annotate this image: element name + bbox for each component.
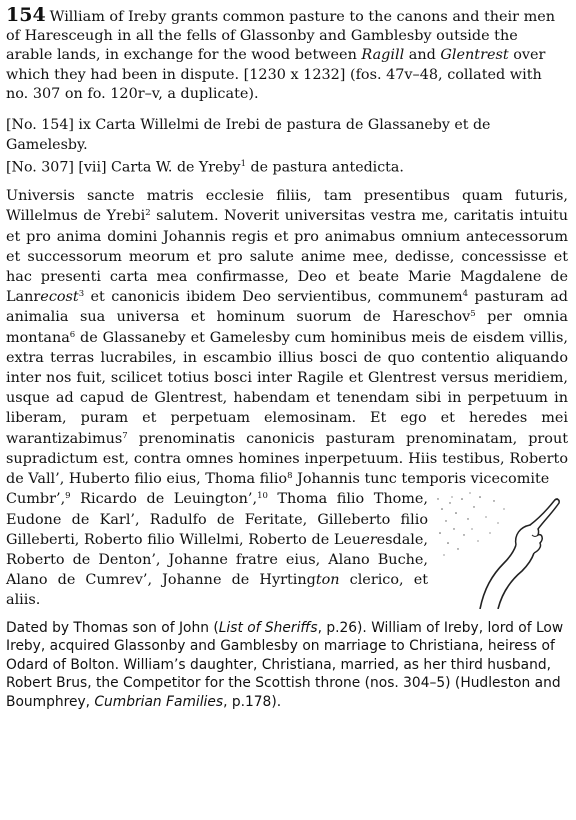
note-reference-title: List of Sheriffs	[218, 619, 318, 636]
charter-segment: Universis sancte matris ecclesie filiis, tam presentibus quam futuris, Willelmus de Yrebi	[6, 188, 568, 225]
note-segment: , p.178).	[223, 693, 282, 710]
charter-segment: salutem. Noverit universitas vestra me, caritatis intuitu et pro anima domini Johannis regis et pro animabus omnium antecessorum et successorum meorum et pro salute anime mee, dedisse, concessisse et hac presenti carta mea confirmasse, Deo et beate Marie Magdalene de Lanr	[6, 208, 568, 306]
charter-heading	[6, 6, 568, 104]
witness-block	[6, 489, 568, 610]
witness-list	[6, 489, 428, 610]
pointing-hand-icon	[434, 489, 564, 609]
charter-segment: Johannis tunc temporis vicecomite	[292, 471, 550, 488]
footnote-ref: 4	[462, 289, 469, 300]
footnote-ref: 6	[69, 329, 76, 340]
footnote-ref: 5	[470, 309, 476, 320]
witness-segment: Thoma filio Thome, Eudone de Karl’, Radulfo de Feritate, Gilleberto filio Gilleberti, Roberto filio Willelmi, Roberto de Leu	[6, 491, 428, 548]
charter-segment: per omnia montana	[6, 309, 568, 346]
note-segment: Dated by Thomas son of John (	[6, 619, 219, 636]
charter-text	[6, 186, 568, 610]
note-segment: , p.26). William of Ireby, lord of Low Ireby, acquired Glassonby and Gamblesby on marriage to Christiana, heiress of Odard of Bolton. William’s daughter, Christiana, married, as her third husband, Robert Brus, the Competitor for the Scottish throne (nos. 304–5) (Hudleston and Boumphrey,	[6, 619, 564, 710]
footnote-ref: 3	[78, 289, 85, 300]
witness-segment: Cumbr’,	[6, 491, 66, 508]
manicule-illustration	[428, 489, 568, 609]
footnote-ref: 1	[240, 159, 246, 170]
heading-and: and	[404, 47, 441, 64]
footnote-ref: 9	[65, 491, 71, 502]
charter-segment: et canonicis ibidem Deo servientibus, communem	[84, 289, 463, 306]
charter-number: 154	[6, 4, 46, 26]
heading-text-b: over which they had been in dispute. [1230 x 1232] (fos. 47v–48, collated with no. 307 on fo. 120r–v, a duplicate).	[6, 47, 546, 102]
rubric-307-text: [No. 307] [vii] Carta W. de Yreby	[6, 159, 241, 176]
witness-italic: ton	[315, 572, 340, 589]
rubric-154: [No. 154] ix Carta Willelmi de Irebi de pastura de Glassaneby et de Gamelesby.	[6, 117, 491, 153]
note-text	[6, 619, 568, 712]
footnote-ref: 10	[257, 491, 268, 502]
charter-body	[6, 186, 568, 489]
rubric-307-text-b: de pastura antedicta.	[246, 159, 404, 176]
witness-segment: esdale, Roberto de Denton’, Johanne fratre eius, Alano Buche, Alano de Cumrev’, Johanne de Hyrting	[6, 531, 428, 589]
place-ragill: Ragill	[361, 47, 405, 64]
document-page	[6, 6, 568, 711]
rubric-307	[6, 155, 568, 178]
charter-italic: ecost	[40, 289, 79, 306]
charter-segment: prenominatis canonicis pasturam prenominatam, prout supradictum est, contra omnes homines inperpetuum. Hiis testibus, Roberto de Vall’, Huberto filio eius, Thoma filio	[6, 430, 568, 488]
editorial-note	[6, 619, 568, 712]
place-glentrest: Glentrest	[440, 47, 509, 64]
charter-segment: pasturam ad animalia sua universa et hominum suorum de Hareschov	[6, 289, 568, 326]
heading-text-a: William of Ireby grants common pasture to the canons and their men of Haresceugh in all the fells of Glassonby and Gamblesby outside the arable lands, in exchange for the wood between	[6, 9, 556, 64]
footnote-ref: 8	[287, 471, 293, 482]
witness-segment: clerico, et aliis.	[6, 572, 429, 609]
note-reference-title: Cumbrian Families	[94, 693, 224, 710]
rubrics	[6, 116, 568, 178]
charter-segment: de Glassaneby et Gamelesby cum hominibus meis de eisdem villis, extra terras lucrabiles, in escambio illius bosci de quo contentio aliquando inter nos fuit, scilicet totius bosci inter Ragile et Glentrest versus meridiem, usque ad capud de Glentrest, habendam et tenendam sibi in perpetuum in liberam, puram et perpetuam elemosinam. Et ego et heredes mei warantizabimus	[6, 329, 568, 447]
witness-italic: er	[361, 531, 377, 548]
footnote-ref: 7	[122, 430, 128, 441]
footnote-ref: 2	[145, 208, 151, 219]
witness-segment: Ricardo de Leuington’,	[70, 491, 258, 508]
